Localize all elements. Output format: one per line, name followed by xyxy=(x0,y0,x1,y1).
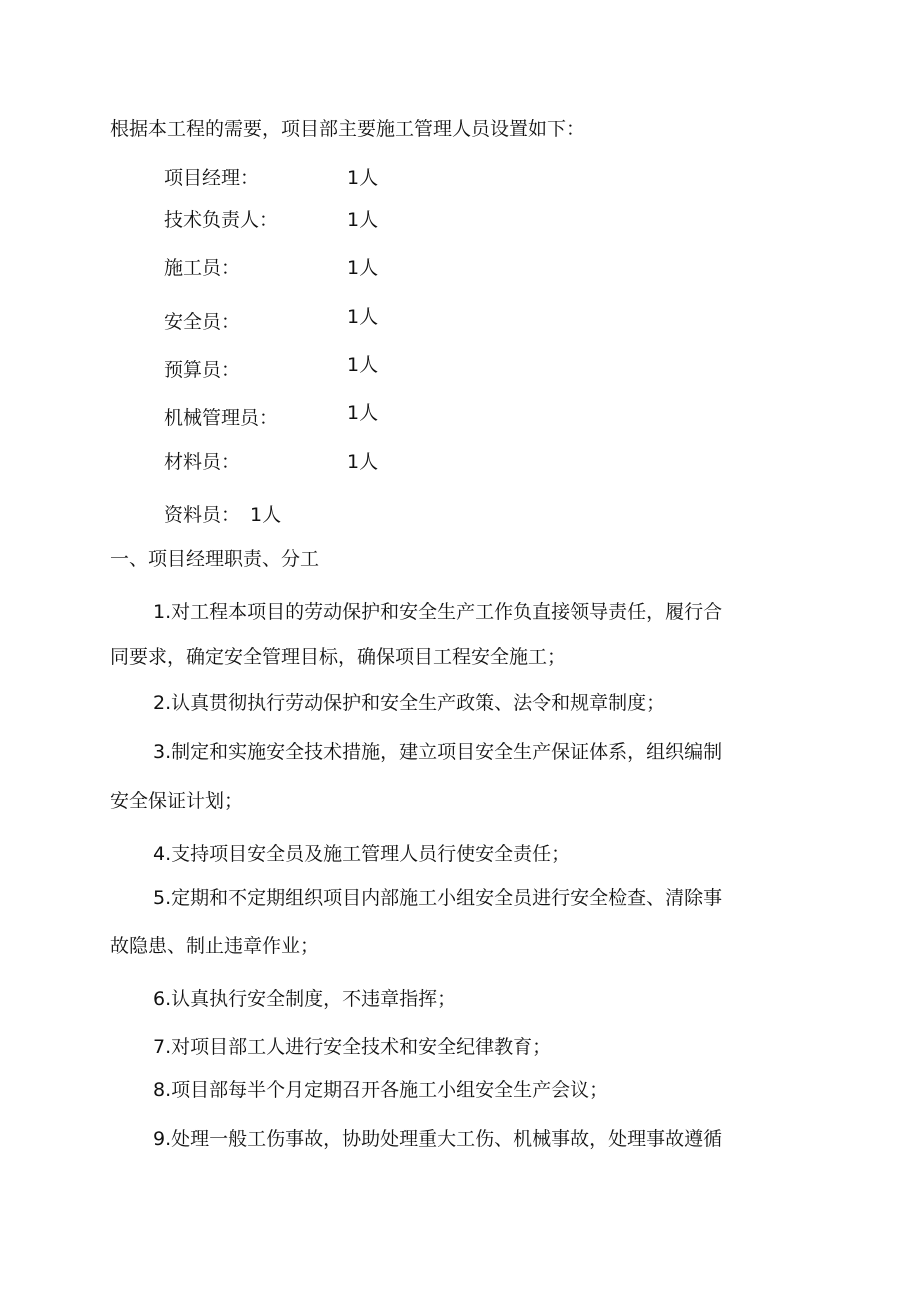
staff-role: 材料员： xyxy=(164,451,241,473)
staff-role: 项目经理： xyxy=(164,167,260,189)
duty-item-continuation: 故隐患、制止违章作业； xyxy=(110,935,320,957)
staff-count: 1人 xyxy=(347,167,379,189)
staff-role: 预算员： xyxy=(164,359,241,381)
staff-count: 1人 xyxy=(347,257,379,279)
duty-item: 1.对工程本项目的劳动保护和安全生产工作负直接领导责任，履行合 xyxy=(153,601,723,623)
staff-role: 资料员： xyxy=(164,504,241,526)
section-heading: 一、项目经理职责、分工 xyxy=(110,548,320,570)
duty-item: 7.对项目部工人进行安全技术和安全纪律教育； xyxy=(153,1036,552,1058)
duty-item: 9.处理一般工伤事故，协助处理重大工伤、机械事故，处理事故遵循 xyxy=(153,1128,723,1150)
duty-item-continuation: 同要求，确定安全管理目标，确保项目工程安全施工； xyxy=(110,646,567,668)
duty-item: 8.项目部每半个月定期召开各施工小组安全生产会议； xyxy=(153,1079,609,1101)
staff-count: 1人 xyxy=(347,354,379,376)
staff-count: 1人 xyxy=(347,306,379,328)
intro-paragraph: 根据本工程的需要，项目部主要施工管理人员设置如下： xyxy=(110,118,586,140)
duty-item: 4.支持项目安全员及施工管理人员行使安全责任； xyxy=(153,843,571,865)
duty-item: 6.认真执行安全制度，不违章指挥； xyxy=(153,988,457,1010)
staff-count: 1人 xyxy=(347,451,379,473)
staff-role: 机械管理员： xyxy=(164,407,279,429)
staff-role: 施工员： xyxy=(164,257,241,279)
staff-count: 1人 xyxy=(347,209,379,231)
staff-count: 1人 xyxy=(250,504,282,526)
staff-count: 1人 xyxy=(347,402,379,424)
staff-role: 技术负责人： xyxy=(164,209,279,231)
duty-item: 2.认真贯彻执行劳动保护和安全生产政策、法令和规章制度； xyxy=(153,692,666,714)
duty-item: 5.定期和不定期组织项目内部施工小组安全员进行安全检查、清除事 xyxy=(153,887,723,909)
staff-role: 安全员： xyxy=(164,311,241,333)
duty-item: 3.制定和实施安全技术措施，建立项目安全生产保证体系，组织编制 xyxy=(153,741,723,763)
duty-item-continuation: 安全保证计划； xyxy=(110,790,244,812)
